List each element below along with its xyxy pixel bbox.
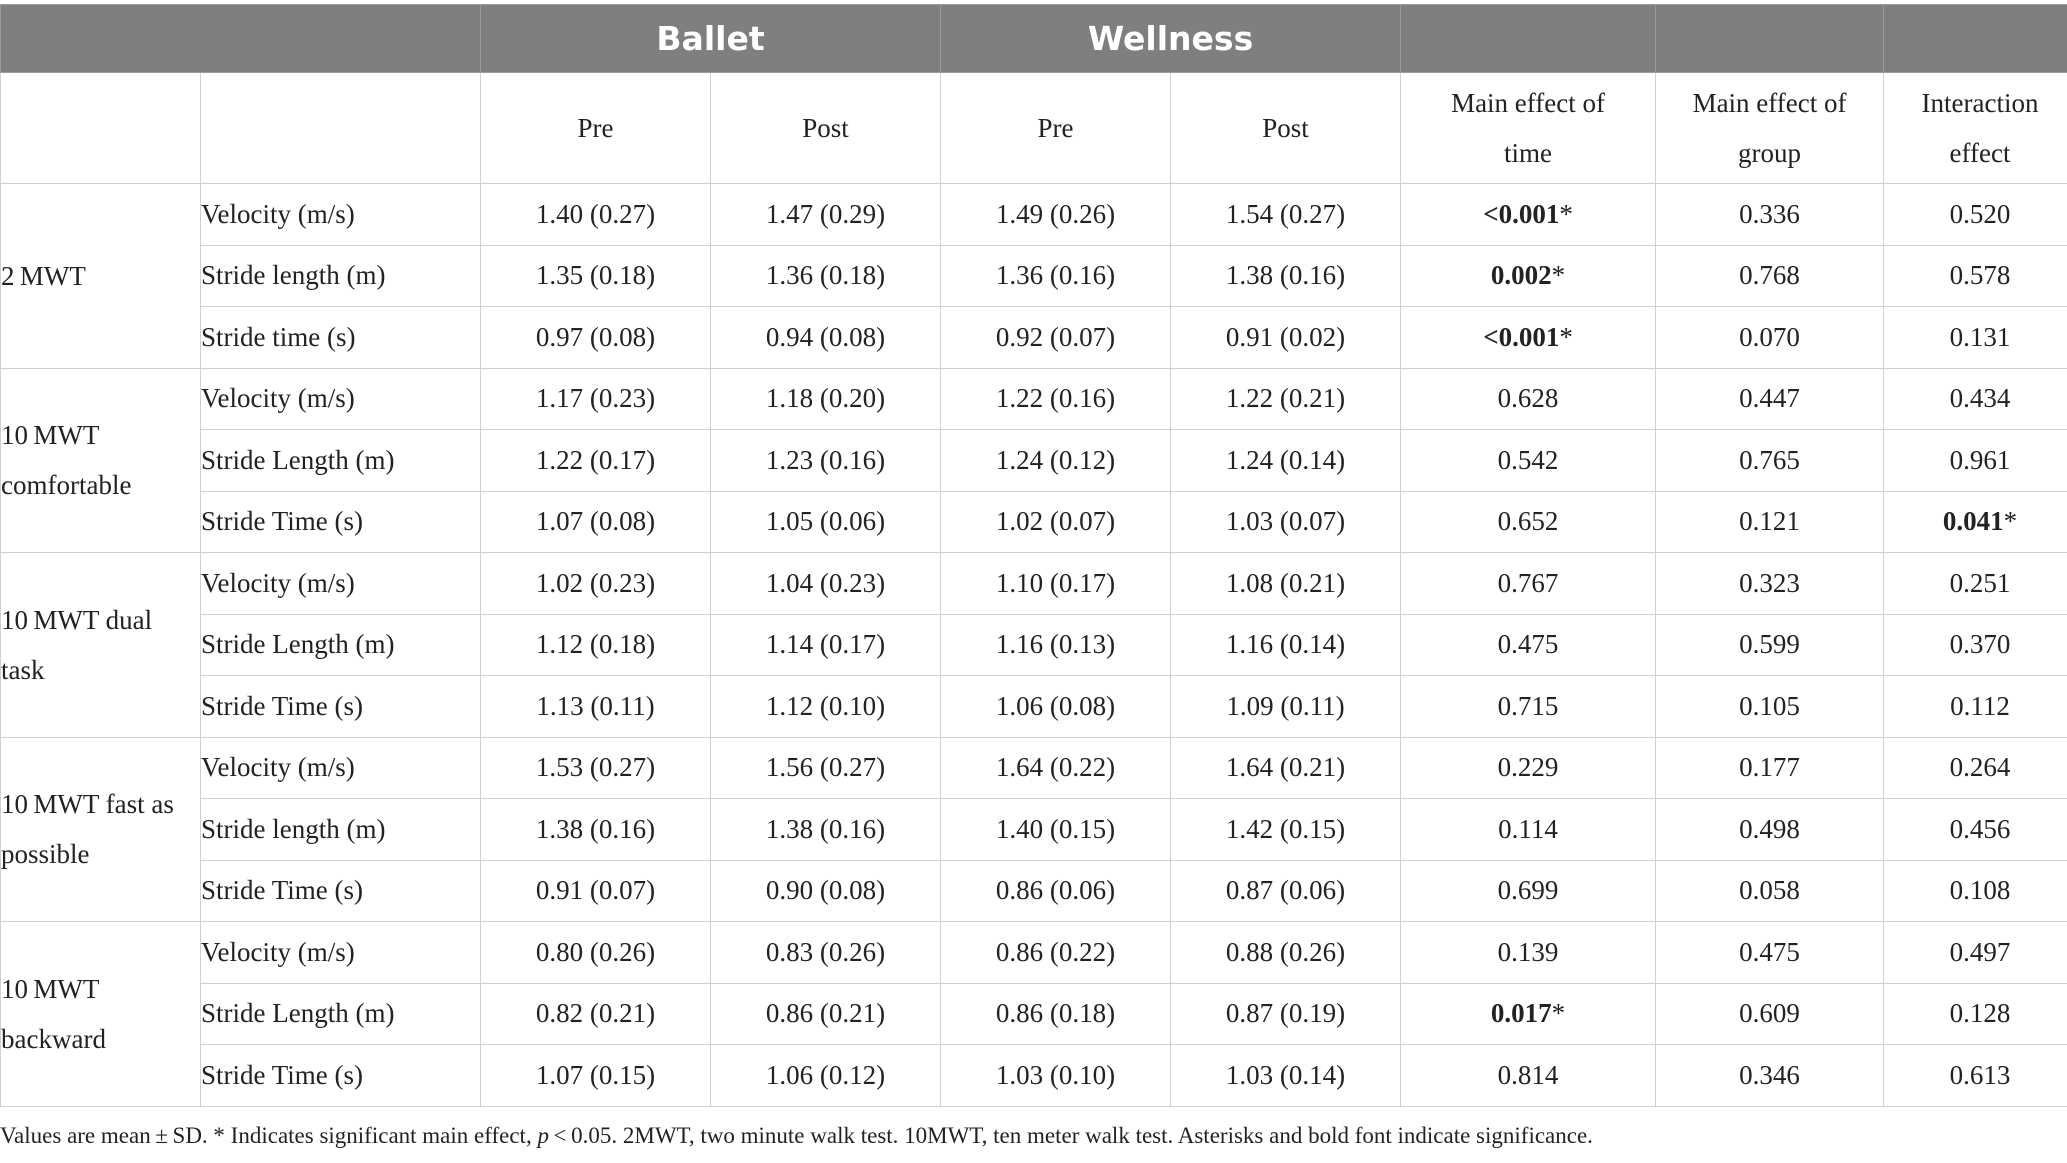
- p-value-cell: 0.177: [1656, 737, 1884, 799]
- p-value-cell: 0.814: [1401, 1045, 1656, 1107]
- measure-label: Velocity (m/s): [201, 737, 481, 799]
- value-cell: 1.40 (0.27): [481, 184, 711, 246]
- p-value-cell: [1401, 983, 1656, 1045]
- p-value-cell: 0.599: [1656, 614, 1884, 676]
- p-value-cell: [1401, 245, 1656, 307]
- table-body: [1, 184, 2067, 1107]
- p-value-cell: 0.105: [1656, 676, 1884, 738]
- p-value-cell: 0.767: [1401, 553, 1656, 615]
- measure-label: Stride Time (s): [201, 860, 481, 922]
- table-row: [1, 983, 2067, 1045]
- p-value-cell: 0.139: [1401, 922, 1656, 984]
- value-cell: 1.07 (0.08): [481, 491, 711, 553]
- header-blank: [1401, 5, 1656, 73]
- p-value-cell: 0.475: [1401, 614, 1656, 676]
- p-value-cell: [1401, 184, 1656, 246]
- measure-label: Velocity (m/s): [201, 184, 481, 246]
- column-header-row: [1, 73, 2067, 184]
- p-value-cell: 0.768: [1656, 245, 1884, 307]
- header-blank: [1656, 5, 1884, 73]
- value-cell: 0.90 (0.08): [711, 860, 941, 922]
- p-value-cell: 0.498: [1656, 799, 1884, 861]
- table-row: [1, 737, 2067, 799]
- measure-label: Stride Time (s): [201, 676, 481, 738]
- value-cell: 1.13 (0.11): [481, 676, 711, 738]
- p-value-cell: 0.613: [1884, 1045, 2067, 1107]
- column-header-interaction-effect: Interaction effect: [1884, 73, 2067, 184]
- value-cell: 1.22 (0.17): [481, 430, 711, 492]
- value-cell: 0.91 (0.02): [1171, 307, 1401, 369]
- value-cell: 1.16 (0.14): [1171, 614, 1401, 676]
- significance-asterisk: *: [1551, 260, 1566, 291]
- table-row: [1, 799, 2067, 861]
- header-blank: [1, 73, 201, 184]
- value-cell: 1.14 (0.17): [711, 614, 941, 676]
- value-cell: 0.86 (0.21): [711, 983, 941, 1045]
- table-row: [1, 307, 2067, 369]
- column-header-ballet-post: Post: [711, 73, 941, 184]
- value-cell: 1.02 (0.23): [481, 553, 711, 615]
- group-header-row: [1, 5, 2067, 73]
- value-cell: 1.03 (0.10): [941, 1045, 1171, 1107]
- value-cell: 1.03 (0.07): [1171, 491, 1401, 553]
- value-cell: 0.86 (0.18): [941, 983, 1171, 1045]
- task-label: 10 MWT fast as possible: [1, 737, 201, 922]
- table-row: [1, 430, 2067, 492]
- table-row: [1, 676, 2067, 738]
- value-cell: 1.49 (0.26): [941, 184, 1171, 246]
- value-cell: 0.86 (0.22): [941, 922, 1171, 984]
- value-cell: 0.91 (0.07): [481, 860, 711, 922]
- table-row: [1, 860, 2067, 922]
- measure-label: Stride Length (m): [201, 983, 481, 1045]
- value-cell: 0.94 (0.08): [711, 307, 941, 369]
- value-cell: 1.42 (0.15): [1171, 799, 1401, 861]
- value-cell: 1.40 (0.15): [941, 799, 1171, 861]
- p-value-cell: 0.112: [1884, 676, 2067, 738]
- value-cell: 1.06 (0.08): [941, 676, 1171, 738]
- column-header-wellness-pre: Pre: [941, 73, 1171, 184]
- p-value-cell: 0.609: [1656, 983, 1884, 1045]
- p-value-cell: 0.370: [1884, 614, 2067, 676]
- p-value-cell: 0.520: [1884, 184, 2067, 246]
- p-value-cell: 0.108: [1884, 860, 2067, 922]
- group-header-ballet: Ballet: [481, 5, 941, 73]
- p-value-cell: [1884, 491, 2067, 553]
- value-cell: 1.38 (0.16): [1171, 245, 1401, 307]
- value-cell: 1.56 (0.27): [711, 737, 941, 799]
- value-cell: 1.09 (0.11): [1171, 676, 1401, 738]
- value-cell: 1.24 (0.12): [941, 430, 1171, 492]
- measure-label: Velocity (m/s): [201, 368, 481, 430]
- value-cell: 0.92 (0.07): [941, 307, 1171, 369]
- table-row: [1, 368, 2067, 430]
- p-value-cell: 0.121: [1656, 491, 1884, 553]
- value-cell: 1.23 (0.16): [711, 430, 941, 492]
- task-label: 10 MWT comfortable: [1, 368, 201, 553]
- p-value-cell: 0.128: [1884, 983, 2067, 1045]
- significance-asterisk: *: [2003, 506, 2018, 537]
- value-cell: 1.38 (0.16): [481, 799, 711, 861]
- table-row: [1, 1045, 2067, 1107]
- value-cell: 1.18 (0.20): [711, 368, 941, 430]
- significant-p-value: <0.001: [1483, 321, 1560, 352]
- value-cell: 1.38 (0.16): [711, 799, 941, 861]
- value-cell: 1.03 (0.14): [1171, 1045, 1401, 1107]
- value-cell: 1.35 (0.18): [481, 245, 711, 307]
- value-cell: 1.04 (0.23): [711, 553, 941, 615]
- value-cell: 1.36 (0.18): [711, 245, 941, 307]
- measure-label: Velocity (m/s): [201, 922, 481, 984]
- header-blank: [1884, 5, 2067, 73]
- p-value-cell: 0.070: [1656, 307, 1884, 369]
- p-value-cell: 0.699: [1401, 860, 1656, 922]
- value-cell: 0.83 (0.26): [711, 922, 941, 984]
- value-cell: 0.87 (0.06): [1171, 860, 1401, 922]
- column-header-ballet-pre: Pre: [481, 73, 711, 184]
- p-value-cell: 0.652: [1401, 491, 1656, 553]
- p-value-cell: 0.961: [1884, 430, 2067, 492]
- p-value-cell: 0.497: [1884, 922, 2067, 984]
- p-value-cell: 0.578: [1884, 245, 2067, 307]
- p-value-cell: 0.131: [1884, 307, 2067, 369]
- value-cell: 1.22 (0.16): [941, 368, 1171, 430]
- table-row: [1, 614, 2067, 676]
- value-cell: 1.17 (0.23): [481, 368, 711, 430]
- significant-p-value: 0.041: [1942, 506, 2004, 537]
- value-cell: 1.02 (0.07): [941, 491, 1171, 553]
- significant-p-value: 0.017: [1490, 998, 1552, 1029]
- value-cell: 1.05 (0.06): [711, 491, 941, 553]
- p-value-cell: 0.251: [1884, 553, 2067, 615]
- table-row: [1, 184, 2067, 246]
- measure-label: Velocity (m/s): [201, 553, 481, 615]
- p-value-cell: 0.114: [1401, 799, 1656, 861]
- column-header-time-effect: Main effect of time: [1401, 73, 1656, 184]
- significant-p-value: <0.001: [1483, 198, 1560, 229]
- measure-label: Stride Length (m): [201, 614, 481, 676]
- value-cell: 1.08 (0.21): [1171, 553, 1401, 615]
- column-header-group-effect: Main effect of group: [1656, 73, 1884, 184]
- measure-label: Stride length (m): [201, 245, 481, 307]
- significance-asterisk: *: [1551, 998, 1566, 1029]
- p-value-cell: 0.434: [1884, 368, 2067, 430]
- p-value-cell: 0.456: [1884, 799, 2067, 861]
- table-row: [1, 922, 2067, 984]
- p-value-cell: 0.346: [1656, 1045, 1884, 1107]
- measure-label: Stride Time (s): [201, 491, 481, 553]
- value-cell: 1.53 (0.27): [481, 737, 711, 799]
- p-value-cell: 0.336: [1656, 184, 1884, 246]
- value-cell: 1.12 (0.10): [711, 676, 941, 738]
- significance-asterisk: *: [1559, 198, 1573, 229]
- value-cell: 1.12 (0.18): [481, 614, 711, 676]
- measure-label: Stride Time (s): [201, 1045, 481, 1107]
- p-value-cell: 0.058: [1656, 860, 1884, 922]
- task-label: 2 MWT: [1, 184, 201, 369]
- p-value-cell: 0.765: [1656, 430, 1884, 492]
- header-blank: [201, 73, 481, 184]
- table-footnote: Values are mean ± SD. * Indicates significant main effect, p < 0.05. 2MWT, two minute walk test. 10MWT, ten meter walk test. Asterisks and bold font indicate significance.: [0, 1123, 1593, 1148]
- table-row: [1, 245, 2067, 307]
- value-cell: 1.24 (0.14): [1171, 430, 1401, 492]
- results-table: [0, 4, 2067, 1107]
- measure-label: Stride time (s): [201, 307, 481, 369]
- p-value-cell: 0.447: [1656, 368, 1884, 430]
- value-cell: 1.64 (0.22): [941, 737, 1171, 799]
- value-cell: 0.80 (0.26): [481, 922, 711, 984]
- value-cell: 1.64 (0.21): [1171, 737, 1401, 799]
- value-cell: 1.47 (0.29): [711, 184, 941, 246]
- value-cell: 1.07 (0.15): [481, 1045, 711, 1107]
- measure-label: Stride Length (m): [201, 430, 481, 492]
- value-cell: 1.22 (0.21): [1171, 368, 1401, 430]
- p-value-cell: 0.628: [1401, 368, 1656, 430]
- p-value-cell: [1401, 307, 1656, 369]
- group-header-wellness: Wellness: [941, 5, 1401, 73]
- value-cell: 1.54 (0.27): [1171, 184, 1401, 246]
- value-cell: 0.87 (0.19): [1171, 983, 1401, 1045]
- significant-p-value: 0.002: [1490, 260, 1552, 291]
- measure-label: Stride length (m): [201, 799, 481, 861]
- p-value-cell: 0.715: [1401, 676, 1656, 738]
- p-value-cell: 0.229: [1401, 737, 1656, 799]
- value-cell: 1.16 (0.13): [941, 614, 1171, 676]
- column-header-wellness-post: Post: [1171, 73, 1401, 184]
- task-label: 10 MWT backward: [1, 922, 201, 1107]
- header-blank: [1, 5, 481, 73]
- value-cell: 0.97 (0.08): [481, 307, 711, 369]
- significance-asterisk: *: [1559, 321, 1573, 352]
- value-cell: 1.36 (0.16): [941, 245, 1171, 307]
- value-cell: 0.82 (0.21): [481, 983, 711, 1045]
- p-value-cell: 0.323: [1656, 553, 1884, 615]
- value-cell: 0.88 (0.26): [1171, 922, 1401, 984]
- value-cell: 1.06 (0.12): [711, 1045, 941, 1107]
- value-cell: 0.86 (0.06): [941, 860, 1171, 922]
- p-value-cell: 0.475: [1656, 922, 1884, 984]
- value-cell: 1.10 (0.17): [941, 553, 1171, 615]
- table-row: [1, 553, 2067, 615]
- p-value-cell: 0.264: [1884, 737, 2067, 799]
- task-label: 10 MWT dual task: [1, 553, 201, 738]
- table-row: [1, 491, 2067, 553]
- p-value-cell: 0.542: [1401, 430, 1656, 492]
